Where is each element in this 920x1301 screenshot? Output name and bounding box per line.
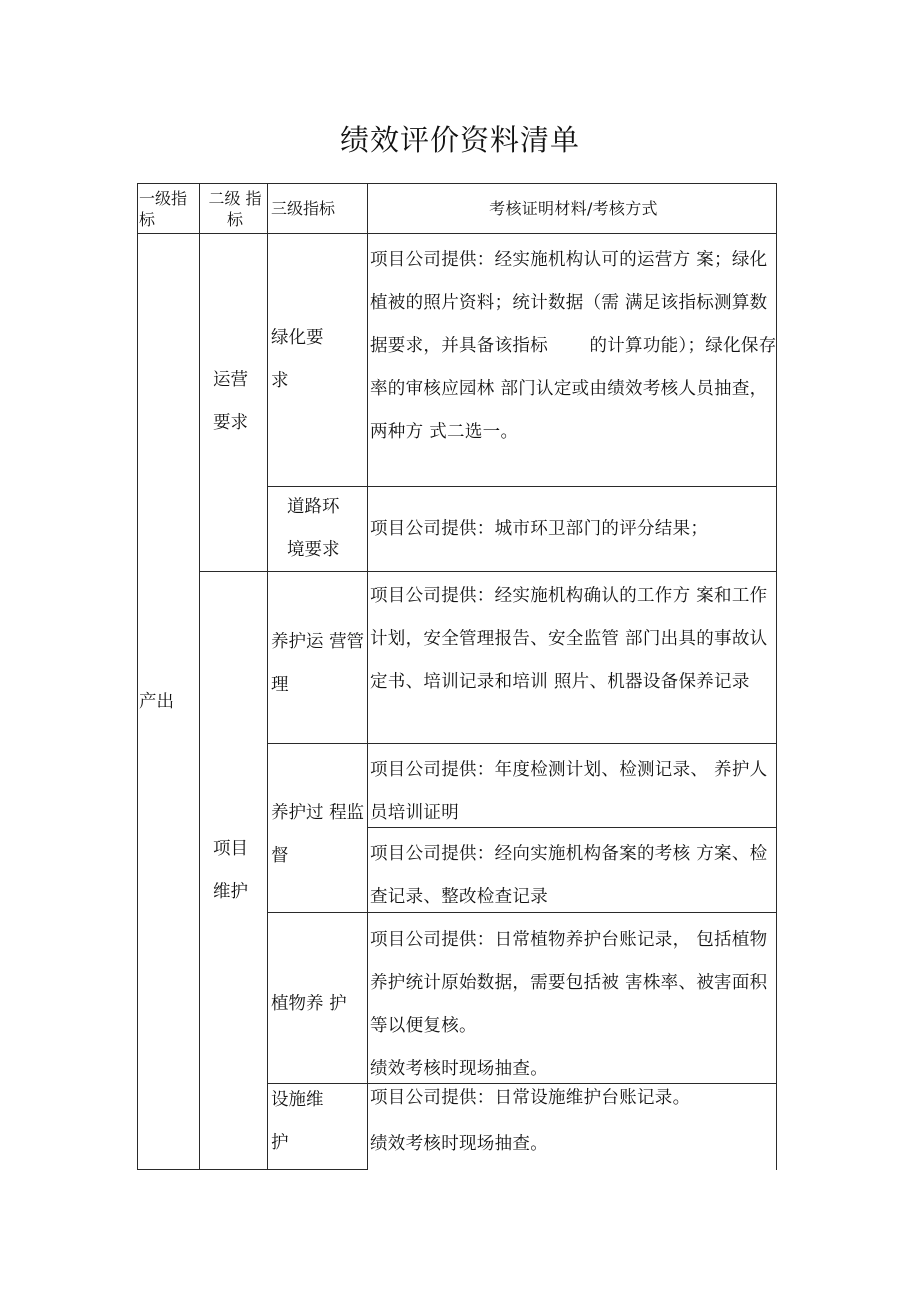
material-road: 项目公司提供：城市环卫部门的评分结果； bbox=[370, 519, 709, 539]
header-level3: 三级指标 bbox=[271, 199, 336, 218]
material-supervision-b: 项目公司提供：经向实施机构备案的考核 方案、检查记录、整改检查记录 bbox=[370, 844, 768, 907]
indicator-maintenance-management: 养护运 营管理 bbox=[271, 632, 365, 695]
group-operation: 运营要求 bbox=[213, 370, 248, 433]
page-title: 绩效评价资料清单 bbox=[339, 123, 580, 157]
rule-operation bbox=[199, 571, 777, 572]
indicator-greening: 绿化要求 bbox=[271, 328, 324, 391]
indicator-road: 道路环境要求 bbox=[287, 497, 340, 560]
header-materials: 考核证明材料/考核方式 bbox=[489, 199, 658, 218]
header-level2: 二级 指标 bbox=[208, 189, 262, 229]
indicator-plant-care: 植物养 护 bbox=[271, 994, 347, 1014]
rule-bottom bbox=[137, 1169, 367, 1170]
rule-col4 bbox=[367, 183, 368, 1170]
rule-header bbox=[137, 233, 777, 234]
rule-mgmt bbox=[267, 743, 777, 744]
indicator-facility: 设施维护 bbox=[271, 1090, 324, 1153]
note-facility: 绩效考核时现场抽查。 bbox=[370, 1134, 548, 1154]
rule-col3 bbox=[267, 183, 268, 1170]
group-maintenance: 项目维护 bbox=[213, 839, 248, 902]
material-maintenance-management: 项目公司提供：经实施机构确认的工作方 案和工作计划，安全管理报告、安全监管 部门出具的事故认定书、培训记录和培训 照片、机器设备保养记录 bbox=[370, 586, 768, 692]
rule-left bbox=[137, 183, 138, 1170]
indicator-supervision: 养护过 程监督 bbox=[271, 803, 365, 866]
material-supervision-a: 项目公司提供：年度检测计划、检测记录、 养护人员培训证明 bbox=[370, 760, 768, 823]
level1-output: 产出 bbox=[139, 692, 174, 712]
note-plant-care: 绩效考核时现场抽查。 bbox=[370, 1059, 548, 1079]
material-facility: 项目公司提供：日常设施维护台账记录。 bbox=[370, 1088, 691, 1108]
evaluation-table bbox=[137, 183, 777, 1170]
material-greening: 项目公司提供：经实施机构认可的运营方 案；绿化植被的照片资料；统计数据（需 满足该指标测算数据要求，并具备该指标 的计算功能）；绿化保存率的审核应园林 部门认定或由绩效考核人员抽查，两种方 式二选一。 bbox=[370, 250, 777, 442]
material-plant-care: 项目公司提供：日常植物养护台账记录， 包括植物养护统计原始数据，需要包括被 害株率、被害面积等以便复核。 bbox=[370, 930, 768, 1036]
rule-top bbox=[137, 183, 777, 184]
header-level1: 一级指标 bbox=[139, 189, 188, 229]
rule-col2 bbox=[199, 183, 200, 1170]
